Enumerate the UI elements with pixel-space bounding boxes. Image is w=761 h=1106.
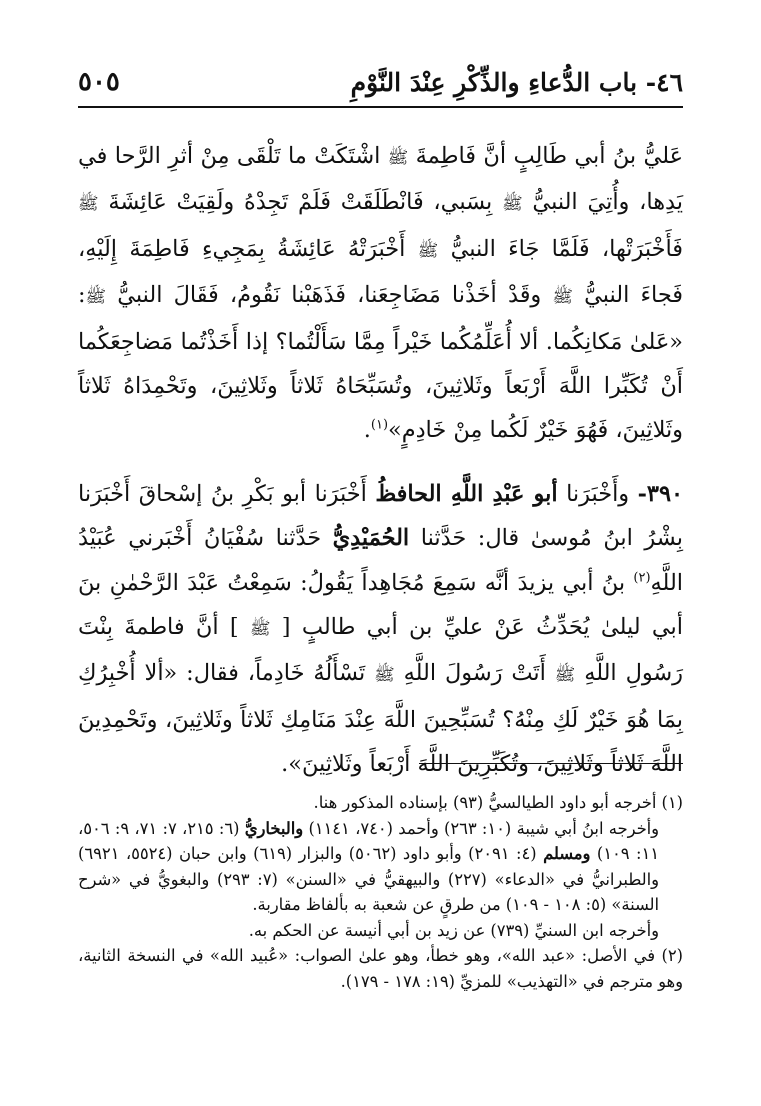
footnotes [78,790,683,994]
honorific-glyph: ﷺ [502,194,523,215]
text-run: حَدَّثنا سُفْيَانُ أَخْبَرني عُبَيْدُ اللَّهِ [78,525,683,596]
text-run: فَأَخْبَرَتْها، فَلَمَّا جَاءَ النبيُّ [438,235,683,262]
page-header [78,58,683,108]
text-run: بِسَبي، فَانْطَلَقَتْ فَلَمْ تَجِدْهُ ولَقِيَتْ عَائِشَةَ [98,189,503,216]
hadith-paragraph-389-end [78,134,683,453]
hadith-number: ٣٩٠- [637,480,684,507]
honorific-glyph: ﷺ [249,619,271,640]
footnote-2: (٢) في الأصل: «عبد الله»، وهو خطأ، وهو علىٰ الصواب: «عُبيد الله» في النسخة الثانية، وهو مترجم في «التهذيب» للمزيِّ (١٩: ١٧٨ - ١٧٩). [78,946,683,991]
text-run: وأَخْبَرَنا [557,480,638,507]
text-run: : «عَلىٰ مَكانِكُما. ألا أُعَلِّمُكُما خَيْراً مِمَّا سَأَلْتُما؟ إذا أَخَذْتُما مَضاجِعَكُما أَنْ تُكَبِّرا اللَّهَ أَرْبَعاً وثَلاثِينَ، وتُسَبِّحَاهُ ثَلاثاً وثَلاثِينَ، وتَحْمِدَاهُ ثَلاثاً وثَلاثِينَ، فَهُوَ خَيْرٌ لَكُما مِنْ خَادِمٍ» [78,282,683,444]
honorific-glyph: ﷺ [374,665,395,686]
footnote-1-line-2 [78,816,683,918]
main-text [78,134,683,787]
page-number: ٥٠٥ [78,67,120,97]
text-run: ] أنَّ فاطمةَ بِنْتَ رَسُولِ اللَّهِ [78,614,683,687]
text-run: . [363,417,371,444]
footnote-divider [419,763,683,764]
honorific-glyph: ﷺ [78,194,99,215]
footnote-1-line-3: وأخرجه ابن السنيِّ (٧٣٩) عن زيد بن أبي أنيسة عن الحكم به. [248,920,659,940]
text-run: (٤: ٢٠٩١) وأبو داود (٥٠٦٢) والبزار (٦١٩) وابن حبان (٥٥٢٤، ٦٩٢١) والطبرانيُّ في «الدعاء» (٢٢٧) والبيهقيُّ في «السنن» (٧: ٢٩٣) والبغويُّ في «شرح السنة» (٥: ١٠٨ - ١٠٩) من طرقٍ عن شعبة به بألفاظ مقاربة. [78,844,659,914]
text-run: اشْتَكَتْ ما تَلْقَى مِنْ أثرِ الرَّحا في يَدِها، وأُتِيَ النبيُّ [78,143,684,216]
text-run: عَليُّ بنُ أبي طَالِبٍ أنَّ فَاطِمةَ [408,143,683,169]
footnote-ref-2[interactable]: (٢) [633,570,651,586]
honorific-glyph: ﷺ [554,665,576,686]
narrator-name: الحُمَيْدِيُّ [332,525,410,552]
footnote-ref-1[interactable]: (١) [370,417,389,433]
narrator-name: أبو عَبْدِ اللَّهِ الحافظُ [375,480,558,507]
source-name: والبخاريُّ [244,818,304,838]
honorific-glyph: ﷺ [85,287,107,308]
text-run: وقَدْ أخَذْنا مَضَاجِعَنا، فَذَهَبْنا نَقُومُ، فَقَالَ النبيُّ [106,282,553,309]
text-run: تَسْأَلُهُ خَادِماً، فقال: «ألا أُخْبِرُكِ بِمَا هُوَ خَيْرٌ لَكِ مِنْهُ؟ تُسَبِّحِينَ اللَّهَ عِنْدَ مَنَامِكِ ثَلاثاً وثَلاثِينَ، وتَحْمِدِينَ اللَّهَ ثَلاثاً وثَلاثِينَ، وتُكَبِّرِينَ اللَّهَ أَرْبَعاً وثَلاثِينَ». [78,660,683,778]
chapter-title: ٤٦- باب الدُّعاءِ والذِّكْرِ عِنْدَ النَّوْمِ [350,67,683,97]
text-run: أَخْبَرَنا أبو بَكْرِ بنُ إسْحاقَ أَخْبَرَنا بِشْرُ ابنُ مُوسىٰ قال: حَدَّثنا [78,480,683,552]
footnote-1-line-1: (١) أخرجه أبو داود الطيالسيُّ (٩٣) بإسناده المذكور هنا. [313,793,683,812]
text-run: أَتَتْ رَسُولَ اللَّهِ [394,660,555,687]
text-run: بنُ أبي يزيدَ أنَّه سَمِعَ مُجَاهِداً يَقُولُ: سَمِعْتُ عَبْدَ الرَّحْمٰنِ بنَ أبي ليلىٰ يُحَدِّثُ عَنْ عليِّ بن أبي طالبٍ [ [78,569,684,641]
text-run: (٦: ٢١٥، ٧: ٧١، ٩: ٥٠٦، ١١: ١٠٩) [78,818,659,863]
hadith-paragraph-390 [78,472,683,787]
text-run: وأخرجه ابنُ أبي شيبة (١٠: ٢٦٣) وأحمد (٧٤٠، ١١٤١) [303,818,660,838]
source-name: ومسلم [543,844,591,863]
text-run: أَخْبَرَتْهُ عَائِشَةُ بِمَجِيءِ فَاطِمَةَ إِلَيْهِ، فَجاءَ النبيُّ [78,235,683,309]
honorific-glyph: ﷺ [552,287,573,308]
honorific-glyph: ﷺ [387,148,409,168]
honorific-glyph: ﷺ [417,240,439,261]
